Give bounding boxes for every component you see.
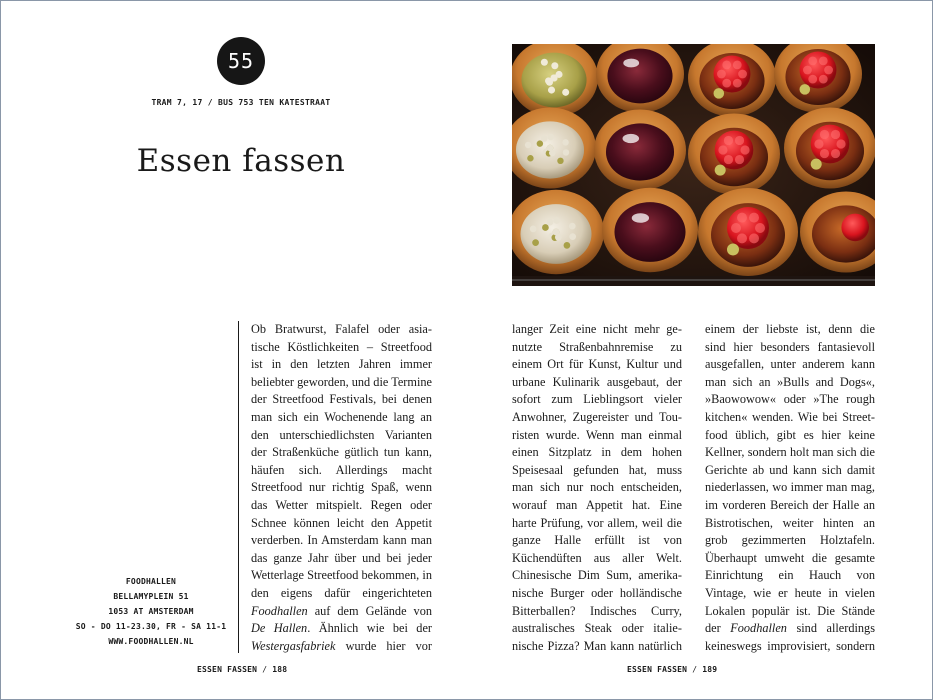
page-title: Essen fassen xyxy=(136,143,346,179)
page-number: 189 xyxy=(702,665,718,674)
article-emphasis: Foodhallen xyxy=(730,621,787,636)
footer-right: ESSEN FASSEN / 189 xyxy=(627,665,718,674)
tartlet xyxy=(688,114,780,195)
footer-title: ESSEN FASSEN xyxy=(627,665,688,674)
article-text: langer Zeit eine nicht mehr genutzte Straßenbahnremise zu einem Ort für Kunst, Kultur und urbane Kulinarik ausgebaut, der sofort zum Lieblingsort vieler Anwohner, Zugereister und Touristen wurde. Wenn man einmal einen Sitzplatz in dem hohen Speisesaal gefunden hat, muss man sich nur noch entscheiden, worauf man Appetit hat. Eine harte Prüfung, vor allem, weil die ganze Halle erfüllt ist von Küchendüften aus aller Welt. Chinesische Dim Sum, amerikanische Burger oder holländische Bitterballen? Indisches Curry, australisches Steak oder italienische Pizza? Man kann natürlich xyxy=(512,322,682,653)
venue-hours: SO - DO 11-23.30, FR - SA 11-1 xyxy=(75,622,227,631)
tartlet xyxy=(512,190,604,274)
footer-left: ESSEN FASSEN / 188 xyxy=(197,665,288,674)
tartlet xyxy=(784,108,875,189)
article-column-1 xyxy=(238,321,432,653)
article-emphasis: Foodhallen xyxy=(251,603,308,618)
page-number: 188 xyxy=(272,665,288,674)
chapter-number: 55 xyxy=(227,49,255,73)
tartlet xyxy=(594,110,686,191)
tartlet xyxy=(602,188,698,272)
venue-street: BELLAMYPLEIN 51 xyxy=(113,592,189,601)
tartlet xyxy=(698,188,798,276)
venue-city: 1053 AT AMSTERDAM xyxy=(108,607,194,616)
footer-title: ESSEN FASSEN xyxy=(197,665,258,674)
venue-website: WWW.FOODHALLEN.NL xyxy=(108,637,194,646)
tartlets-illustration xyxy=(512,44,875,286)
article-text: sind allerdings keineswegs improvisiert, sondern xyxy=(705,621,875,653)
venue-name: FOODHALLEN xyxy=(125,577,177,586)
article-emphasis: De Hallen xyxy=(251,621,308,636)
article-text: einem der liebste ist, denn die sind hier besonders fantasievoll ausgefallen, unter anderem kann man sich an »Bulls and Dogs«, »Baowowow« oder »The rough kitchen« wenden. Wie bei Streetfood üblich, gibt es hier keine Kellner, sondern holt man sich die Gerichte ab und kann sich damit niederlassen, wo immer man mag, im vorderen Bereich der Halle an Bistrotischen, weiter hinten an grob gezimmerten Holztafeln. Überhaupt umweht die gesamte Einrichtung ein Hauch von Vintage, wie er heute in vielen Lokalen populär ist. Die Stände der xyxy=(705,322,875,636)
article-text: wurde hier vor xyxy=(345,638,432,653)
article-column-2 xyxy=(512,321,682,653)
article-text: Ob Bratwurst, Falafel oder asiatische Köstlichkeiten – Streetfood ist in den letzten Jahren immer beliebter geworden, und die Termine der Streetfood Festivals, bei denen man sich ein Wochenende lang an den unterschiedlichsten Varianten der Straßenküche gütlich tun kann, häufen sich. Allerdings macht Streetfood nur richtig Spaß, wenn das Wetter mitspielt. Regen oder Schnee können leicht den Appetit verderben. In Amsterdam kann man das ganze Jahr über und bei jeder Wetterlage Streetfood bekommen, in den eigens dafür eingerichteten xyxy=(251,322,432,600)
article-text: . Ähnlich wie bei der xyxy=(307,621,432,636)
article-text: auf dem Gelände von xyxy=(307,603,432,618)
tartlets-photo xyxy=(512,44,875,286)
transit-info: TRAM 7, 17 / BUS 753 TEN KATESTRAAT xyxy=(151,98,331,107)
article-column-3 xyxy=(705,321,875,653)
article-emphasis: Westergasfabriek xyxy=(251,638,336,653)
chapter-number-badge xyxy=(217,37,265,85)
venue-address xyxy=(71,574,231,649)
